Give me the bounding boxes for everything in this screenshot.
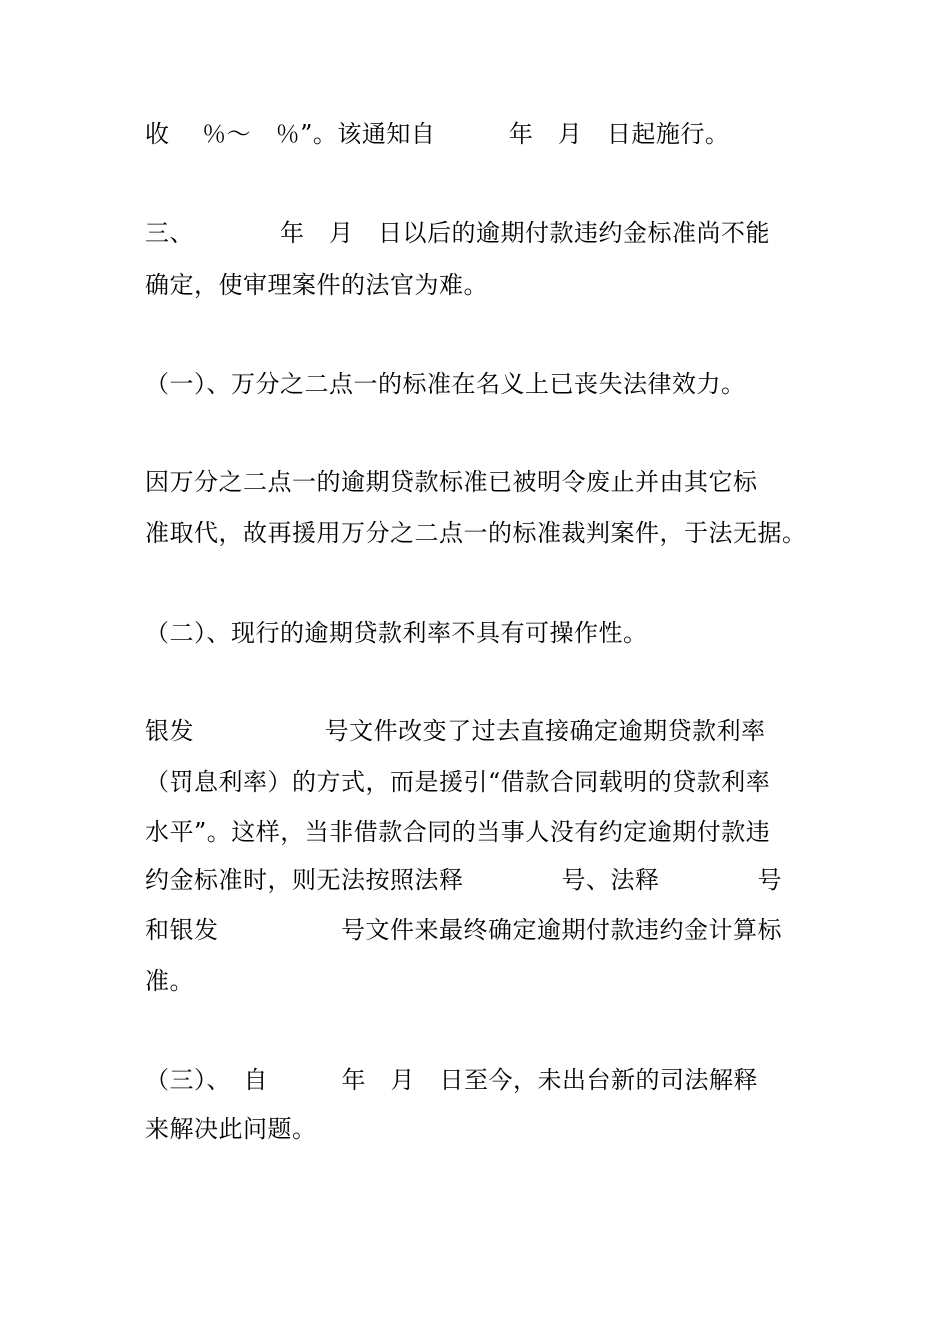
text-line: 确定，使审理案件的法官为难。 bbox=[145, 271, 488, 299]
text-line: 准取代，故再援用万分之二点一的标准裁判案件，于法无据。 bbox=[145, 519, 807, 547]
text-line: 因万分之二点一的逾期贷款标准已被明令废止并由其它标 bbox=[145, 468, 758, 496]
text-line: 准。 bbox=[145, 967, 194, 995]
subsection-heading-2: （二）、现行的逾期贷款利率不具有可操作性。 bbox=[145, 619, 648, 647]
subsection-heading-3: （三）、 自 年 月 日至今，未出台新的司法解释 bbox=[145, 1066, 758, 1094]
text-line: （罚息利率）的方式，而是援引“借款合同载明的贷款利率 bbox=[145, 768, 771, 796]
text-line: 和银发 号文件来最终确定逾期付款违约金计算标 bbox=[145, 916, 782, 944]
text-line: 来解决此问题。 bbox=[145, 1115, 317, 1143]
text-line: 水平”。这样，当非借款合同的当事人没有约定逾期付款违 bbox=[145, 818, 771, 846]
text-line: 约金标准时，则无法按照法释 号、法释 号 bbox=[145, 866, 782, 894]
section-heading-3: 三、 年 月 日以后的逾期付款违约金标准尚不能 bbox=[145, 219, 770, 247]
text-line: 银发 号文件改变了过去直接确定逾期贷款利率 bbox=[145, 717, 766, 745]
text-line: 收 ％～ ％”。该通知自 年 月 日起施行。 bbox=[145, 120, 730, 148]
subsection-heading-1: （一）、万分之二点一的标准在名义上已丧失法律效力。 bbox=[145, 370, 746, 398]
